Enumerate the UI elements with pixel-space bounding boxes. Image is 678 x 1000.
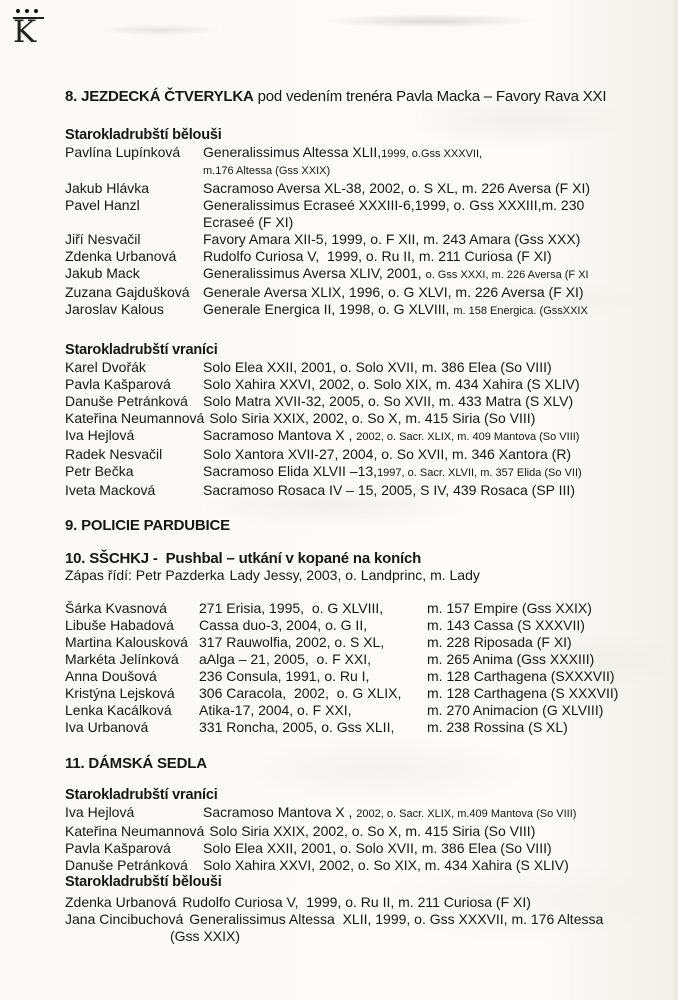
horse-detail <box>203 427 650 446</box>
horse-id: 331 Roncha, 2005, o. Gss XLII, <box>199 719 395 735</box>
rider-name: Jakub Hlávka <box>65 180 150 196</box>
horse-detail-main: Sacramoso Mantova X , <box>203 804 357 820</box>
rider-name: Kateřina Neumannová <box>65 410 205 426</box>
horse-id: 306 Caracola, 2002, o. G XLIX, <box>199 685 402 701</box>
horse-detail-main: Solo Xantora XVII-27, 2004, o. So XVII, m. 346 Xantora (R) <box>203 446 572 462</box>
group-title-belousi: Starokladrubští bělouši <box>65 127 222 143</box>
horse-dam: m. 228 Riposada (F XI) <box>427 634 572 650</box>
rider-row <box>65 248 650 265</box>
referee-label: Zápas řídí: Petr Pazderka <box>65 567 225 583</box>
rider-row <box>65 719 650 736</box>
logo-dots-icon <box>13 9 53 13</box>
rider-row <box>65 702 650 719</box>
rider-name: Petr Bečka <box>65 463 134 479</box>
document-content <box>0 88 678 945</box>
horse-detail-main: Generalissimus Aversa XLIV, 2001, <box>203 265 426 281</box>
horse-detail <box>203 359 650 376</box>
rider-name: Jaroslav Kalous <box>65 301 164 317</box>
horse-detail <box>203 144 650 180</box>
section-8-heading <box>65 88 650 105</box>
horse-detail-main: Favory Amara XII-5, 1999, o. F XII, m. 243 Amara (Gss XXX) <box>203 231 581 247</box>
rider-row <box>65 651 650 668</box>
horse-detail: Rudolfo Curiosa V, 1999, o. Ru II, m. 211 Curiosa (F XI) <box>182 894 531 910</box>
horse-id: aAlga – 21, 2005, o. F XXI, <box>199 651 371 667</box>
rider-row <box>65 463 650 482</box>
rider-row <box>65 634 650 651</box>
horse-detail: Generalissimus Altessa XLII, 1999, o. Gss XXXVII, m. 176 Altessa <box>189 911 604 927</box>
horse-detail-main: Generale Energica II, 1998, o. G XLVIII, <box>203 301 454 317</box>
rider-name: Iva Hejlová <box>65 427 135 443</box>
horse-detail <box>203 393 650 410</box>
rider-name: Pavla Kašparová <box>65 376 171 392</box>
rider-name: Pavel Hanzl <box>65 197 140 213</box>
horse-detail-main: Generalissimus Ecraseé XXXIII-6,1999, o. Gss XXXIII,m. 230 <box>203 197 585 213</box>
horse-detail-fine: o. Gss XXXI, m. 226 Aversa (F XI <box>425 269 589 281</box>
rider-row <box>65 446 650 463</box>
horse-detail-fine: 2002, o. Sacr. XLIX, m.409 Mantova (So VIII) <box>356 808 577 820</box>
pushbal-rider-list <box>65 600 650 736</box>
horse-detail <box>203 376 650 393</box>
rider-name: Radek Nesvačil <box>65 446 163 462</box>
horse-detail-main: Sacramoso Rosaca IV – 15, 2005, S IV, 439 Rosaca (SP III) <box>203 482 575 498</box>
horse-detail-main: Solo Matra XVII-32, 2005, o. So XVII, m. 433 Matra (S XLV) <box>203 393 574 409</box>
horse-detail <box>203 180 650 197</box>
referee-line <box>65 567 650 584</box>
rider-row <box>65 231 650 248</box>
rider-name: Lenka Kacálková <box>65 702 172 718</box>
horse-detail-main: Sacramoso Elida XLVII –13, <box>203 463 378 479</box>
rider-name: Danuše Petránková <box>65 857 188 873</box>
horse-detail <box>203 840 650 857</box>
horse-detail-main: Solo Xahira XXVI, 2002, o. So XIX, m. 434 Xahira (S XLIV) <box>203 857 569 873</box>
horse-detail-main: Generalissimus Altessa XLII, <box>203 144 382 160</box>
rider-row <box>65 685 650 702</box>
rider-row <box>65 894 650 911</box>
rider-row <box>65 668 650 685</box>
rider-row <box>65 265 650 284</box>
horse-detail <box>203 197 650 231</box>
rider-name: Pavla Kašparová <box>65 840 171 856</box>
horse-id: 317 Rauwolfia, 2002, o. S XL, <box>199 634 385 650</box>
horse-id: Cassa duo-3, 2004, o. G II, <box>199 617 368 633</box>
rider-row <box>65 600 650 617</box>
horse-detail-main: Solo Elea XXII, 2001, o. Solo XVII, m. 386 Elea (So VIII) <box>203 359 552 375</box>
horse-detail <box>203 301 650 320</box>
horse-detail-fine: 2002, o. Sacr. XLIX, m. 409 Mantova (So VIII) <box>356 431 580 443</box>
horse-dam: m. 128 Carthagena (SXXXVII) <box>427 668 615 684</box>
kladruby-logo <box>13 9 53 50</box>
rider-row <box>65 911 650 945</box>
horse-detail-line2: Ecraseé (F XI) <box>203 214 294 230</box>
horse-detail <box>203 231 650 248</box>
section-10-heading: 10. SŠCHKJ - Pushbal – utkání v kopané na koních <box>65 550 422 567</box>
horse-detail <box>209 823 650 840</box>
horse-id: 236 Consula, 1991, o. Ru I, <box>199 668 370 684</box>
logo-letter: K <box>13 14 37 50</box>
horse-detail <box>203 446 650 463</box>
horse-detail-main: Solo Siria XXIX, 2002, o. So X, m. 415 Siria (So VIII) <box>209 823 536 839</box>
rider-row <box>65 804 650 823</box>
horse-detail-fine: m. 158 Energica. (GssXXIX <box>453 305 588 317</box>
rider-row <box>65 823 650 840</box>
rider-row <box>65 840 650 857</box>
horse-detail-main: Solo Elea XXII, 2001, o. Solo XVII, m. 386 Elea (So VIII) <box>203 840 552 856</box>
horse-dam: m. 157 Empire (Gss XXIX) <box>427 600 592 616</box>
rider-row <box>65 197 650 231</box>
horse-dam: m. 238 Rossina (S XL) <box>427 719 568 735</box>
rider-name: Jiří Nesvačil <box>65 231 141 247</box>
horse-id: Atika-17, 2004, o. F XXI, <box>199 702 352 718</box>
horse-detail-main: Generale Aversa XLIX, 1996, o. G XLVI, m. 226 Aversa (F XI) <box>203 284 584 300</box>
section-8-subtitle: pod vedením trenéra Pavla Macka – Favory Rava XXI <box>253 88 607 105</box>
rider-row <box>65 284 650 301</box>
section-8-title: 8. JEZDECKÁ ČTVERYLKA <box>65 88 254 105</box>
horse-detail-main: Rudolfo Curiosa V, 1999, o. Ru II, m. 211 Curiosa (F XI) <box>203 248 552 264</box>
rider-name: Iveta Macková <box>65 482 156 498</box>
rider-row <box>65 301 650 320</box>
horse-detail <box>203 482 650 499</box>
rider-row <box>65 427 650 446</box>
rider-name: Karel Dvořák <box>65 359 146 375</box>
rider-name: Šárka Kvasnová <box>65 600 167 616</box>
referee-horse: Lady Jessy, 2003, o. Landprinc, m. Lady <box>229 567 480 583</box>
horse-detail <box>209 410 650 427</box>
rider-name: Pavlína Lupínková <box>65 144 181 160</box>
rider-name: Zdenka Urbanová <box>65 248 177 264</box>
rider-name: Markéta Jelínková <box>65 651 179 667</box>
rider-name: Martina Kalousková <box>65 634 188 650</box>
horse-dam: m. 143 Cassa (S XXXVII) <box>427 617 585 633</box>
rider-row <box>65 393 650 410</box>
rider-name: Jakub Mack <box>65 265 140 281</box>
rider-name: Kristýna Lejsková <box>65 685 175 701</box>
group-title-vranici-2: Starokladrubští vraníci <box>65 787 218 803</box>
horse-detail-fine: 1999, o.Gss XXXVII, <box>381 148 483 160</box>
horse-detail <box>203 463 650 482</box>
rider-row <box>65 410 650 427</box>
horse-detail <box>203 857 650 874</box>
group-title-belousi-2: Starokladrubští bělouši <box>65 874 222 890</box>
rider-row <box>65 617 650 634</box>
horse-id: 271 Erisia, 1995, o. G XLVIII, <box>199 600 384 616</box>
group-title-vranici: Starokladrubští vraníci <box>65 342 218 358</box>
rider-name: Jana Cincibuchová <box>65 911 184 927</box>
rider-name: Iva Urbanová <box>65 719 149 735</box>
section-9-heading: 9. POLICIE PARDUBICE <box>65 517 230 534</box>
horse-dam: m. 128 Carthagena (S XXXVII) <box>427 685 619 701</box>
rider-name: Zuzana Gajdušková <box>65 284 190 300</box>
horse-dam: m. 265 Anima (Gss XXXIII) <box>427 651 595 667</box>
horse-detail-main: Solo Xahira XXVI, 2002, o. Solo XIX, m. 434 Xahira (S XLIV) <box>203 376 580 392</box>
horse-detail <box>203 804 650 823</box>
rider-name: Zdenka Urbanová <box>65 894 177 910</box>
horse-detail-line2: (Gss XXIX) <box>170 928 241 944</box>
rider-name: Libuše Habadová <box>65 617 174 633</box>
horse-detail-main: Sacramoso Mantova X , <box>203 427 357 443</box>
section-11-heading: 11. DÁMSKÁ SEDLA <box>65 755 207 772</box>
horse-detail <box>203 284 650 301</box>
rider-name: Iva Hejlová <box>65 804 135 820</box>
horse-detail <box>203 265 650 284</box>
horse-dam: m. 270 Animacion (G XLVIII) <box>427 702 604 718</box>
horse-detail <box>203 248 650 265</box>
horse-detail-line2: m.176 Altessa (Gss XXIX) <box>203 165 331 177</box>
rider-name: Kateřina Neumannová <box>65 823 205 839</box>
horse-detail-main: Solo Siria XXIX, 2002, o. So X, m. 415 Siria (So VIII) <box>209 410 536 426</box>
horse-detail-main: Sacramoso Aversa XL-38, 2002, o. S XL, m. 226 Aversa (F XI) <box>203 180 591 196</box>
rider-row <box>65 180 650 197</box>
rider-row <box>65 144 650 180</box>
rider-row <box>65 482 650 499</box>
rider-name: Danuše Petránková <box>65 393 188 409</box>
horse-detail-fine: 1997, o. Sacr. XLVII, m. 357 Elida (So VII) <box>377 467 582 479</box>
rider-row <box>65 376 650 393</box>
rider-row <box>65 857 650 874</box>
rider-row <box>65 359 650 376</box>
rider-name: Anna Doušová <box>65 668 157 684</box>
